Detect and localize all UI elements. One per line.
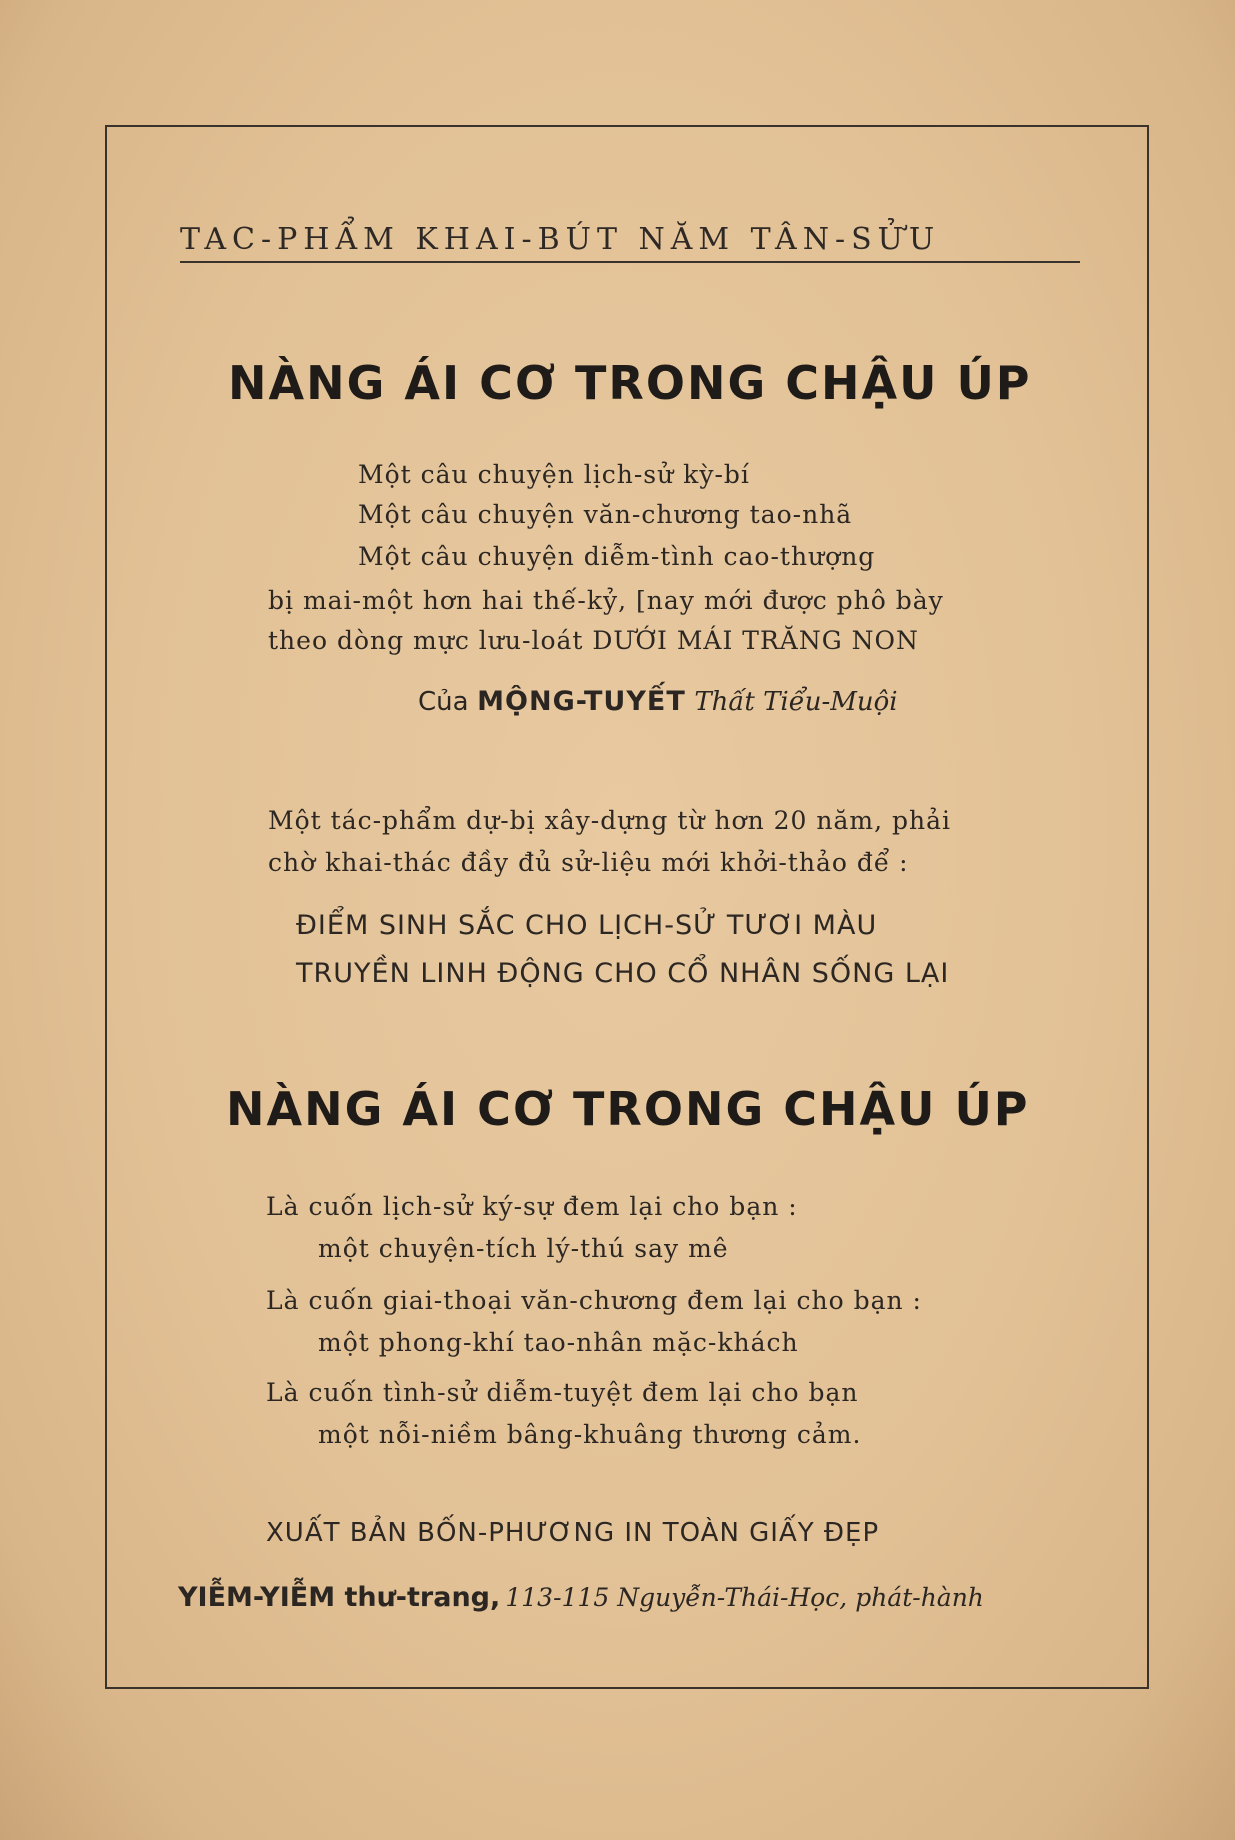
motto-line: TRUYỀN LINH ĐỘNG CHO CỔ NHÂN SỐNG LẠI xyxy=(296,958,950,989)
desc-line: một chuyện-tích lý-thú say mê xyxy=(318,1234,729,1263)
desc-line: Là cuốn giai-thoại văn-chương đem lại cho bạn : xyxy=(266,1286,922,1315)
motto-line: ĐIỂM SINH SẮC CHO LỊCH-SỬ TƯƠI MÀU xyxy=(296,910,878,941)
publisher-address: 113-115 Nguyễn-Thái-Học, phát-hành xyxy=(505,1583,984,1612)
work-line: chờ khai-thác đầy đủ sử-liệu mới khởi-thảo để : xyxy=(268,848,909,877)
intro-line: bị mai-một hơn hai thế-kỷ, [nay mới được phô bày xyxy=(268,586,944,615)
book-title-repeat: NÀNG ÁI CƠ TRONG CHẬU ÚP xyxy=(226,1082,1030,1136)
desc-line: Là cuốn lịch-sử ký-sự đem lại cho bạn : xyxy=(266,1192,798,1221)
desc-line: Là cuốn tình-sử diễm-tuyệt đem lại cho bạn xyxy=(266,1378,859,1407)
desc-line: một nỗi-niềm bâng-khuâng thương cảm. xyxy=(318,1420,862,1449)
intro-line: Một câu chuyện lịch-sử kỳ-bí xyxy=(358,460,750,489)
book-title: NÀNG ÁI CƠ TRONG CHẬU ÚP xyxy=(228,356,1032,410)
intro-line: Một câu chuyện văn-chương tao-nhã xyxy=(358,500,853,529)
publish-note: XUẤT BẢN BỐN-PHƯƠNG IN TOÀN GIẤY ĐẸP xyxy=(266,1518,880,1548)
byline xyxy=(418,686,898,717)
intro-line: Một câu chuyện diễm-tình cao-thượng xyxy=(358,542,876,571)
desc-line: một phong-khí tao-nhân mặc-khách xyxy=(318,1328,799,1357)
intro-line: theo dòng mực lưu-loát DƯỚI MÁI TRĂNG NON xyxy=(268,626,919,655)
publisher-line xyxy=(178,1582,984,1613)
header-line: TAC-PHẨM KHAI-BÚT NĂM TÂN-SỬU xyxy=(180,222,1080,263)
work-line: Một tác-phẩm dự-bị xây-dựng từ hơn 20 năm, phải xyxy=(268,806,952,835)
author-name: MỘNG-TUYẾT xyxy=(477,686,686,717)
byline-prefix: Của xyxy=(418,687,469,717)
author-subtitle: Thất Tiểu-Muội xyxy=(694,687,898,717)
publisher-name: YIỄM-YIỄM thư-trang, xyxy=(178,1582,501,1613)
